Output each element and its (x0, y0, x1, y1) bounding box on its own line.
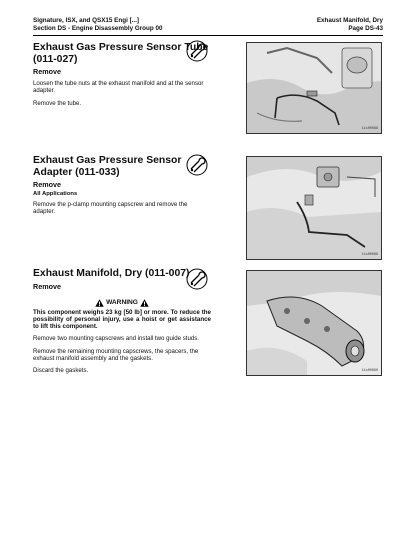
warning-icon (95, 299, 104, 307)
section-title: Exhaust Manifold, Dry (011-007) (33, 268, 190, 279)
section-body (33, 335, 211, 374)
instruction-text: Remove two mounting capscrews and install two guide studs. (33, 335, 199, 343)
instruction-text: Remove the tube. (33, 99, 82, 107)
instruction-text: Loosen the tube nuts at the exhaust manifold and at the sensor adapter. (33, 80, 204, 95)
section-subtitle: Remove (33, 180, 61, 189)
warning-label: WARNING (106, 299, 138, 306)
manual-title: Signature, ISX, and QSX15 Engi [...] (33, 17, 140, 24)
wrench-icon (186, 40, 208, 62)
warning-header (33, 299, 211, 307)
section-title: Exhaust Gas Pressure Sensor Tube (011-027) (33, 42, 209, 65)
wrench-icon (186, 268, 208, 290)
page-number: Page DS-43 (348, 25, 383, 32)
applicability-label: All Applications (33, 191, 78, 197)
instruction-text: Remove the p-clamp mounting capscrew and remove the adapter. (33, 201, 188, 216)
figure-sensor-tube (246, 42, 382, 134)
section-subtitle: Remove (33, 281, 61, 291)
warning-text: This component weighs 23 kg [50 lb] or more. To reduce the possibility of personal injury, use a hoist or get assistance to lift this component. (33, 308, 211, 331)
figure-code: 11s00088 (361, 127, 378, 131)
page-header-left (33, 17, 162, 33)
page-header-right (317, 17, 383, 33)
figure-code: 11s00090 (361, 369, 378, 373)
figure-sensor-adapter (246, 156, 382, 260)
section-subtitle: Remove (33, 67, 61, 76)
wrench-icon (186, 154, 208, 176)
figure-code: 11s00089 (361, 253, 378, 257)
figure-exhaust-manifold (246, 270, 382, 376)
instruction-text: Discard the gaskets. (33, 367, 89, 375)
section-name: Section DS - Engine Disassembly Group 00 (33, 25, 163, 32)
instruction-text: Remove the remaining mounting capscrews, the spacers, the exhaust manifold assembly and the gaskets. (33, 347, 199, 362)
section-title: Exhaust Gas Pressure Sensor Adapter (011-033) (33, 155, 182, 178)
section-body (33, 80, 211, 107)
header-divider (33, 35, 383, 36)
warning-icon (140, 299, 149, 307)
section-body (33, 201, 211, 216)
topic-title: Exhaust Manifold, Dry (316, 17, 383, 24)
